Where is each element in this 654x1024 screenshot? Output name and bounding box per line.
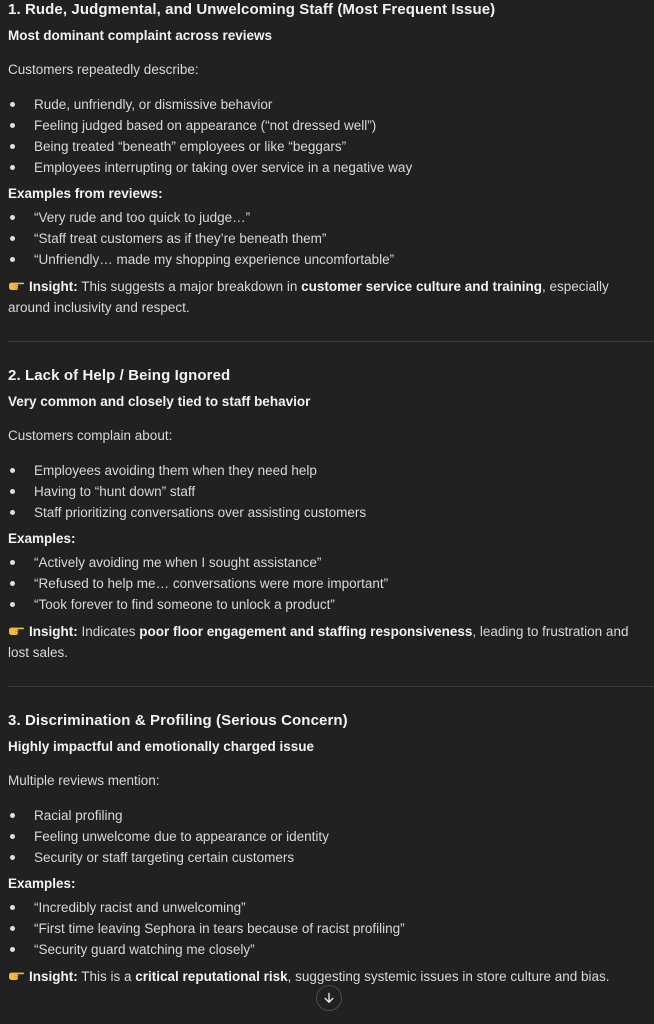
insight-emphasis: poor floor engagement and staffing responsiveness [139, 624, 473, 639]
section-intro: Customers repeatedly describe: [8, 62, 199, 77]
complaint-item: Having to “hunt down” staff [8, 481, 654, 502]
section-title: 1. Rude, Judgmental, and Unwelcoming Staff (Most Frequent Issue) [8, 1, 496, 18]
complaint-item: Feeling unwelcome due to appearance or identity [8, 826, 654, 847]
insight-paragraph [8, 276, 654, 318]
complaint-item: Feeling judged based on appearance (“not dressed well”) [8, 115, 654, 136]
insight-label: Insight: [29, 279, 78, 294]
section-subtitle: Most dominant complaint across reviews [8, 28, 273, 43]
examples-heading: Examples: [8, 531, 76, 546]
issue-section [8, 0, 654, 318]
examples-heading: Examples: [8, 876, 76, 891]
pointing-hand-icon [8, 280, 25, 292]
complaint-item: Staff prioritizing conversations over assisting customers [8, 502, 654, 523]
section-subtitle: Highly impactful and emotionally charged issue [8, 739, 315, 754]
complaint-item: Employees interrupting or taking over service in a negative way [8, 157, 654, 178]
insight-label: Insight: [29, 624, 78, 639]
section-intro: Multiple reviews mention: [8, 773, 160, 788]
pointing-hand-icon [8, 625, 25, 637]
complaint-item: Racial profiling [8, 805, 654, 826]
complaint-list [8, 805, 654, 868]
complaint-item: Rude, unfriendly, or dismissive behavior [8, 94, 654, 115]
section-intro: Customers complain about: [8, 428, 173, 443]
section-title: 3. Discrimination & Profiling (Serious Concern) [8, 712, 348, 729]
example-quote: “Security guard watching me closely” [8, 939, 654, 960]
complaint-item: Employees avoiding them when they need help [8, 460, 654, 481]
example-quote: “Very rude and too quick to judge…” [8, 207, 654, 228]
insight-paragraph [8, 621, 654, 663]
insight-paragraph [8, 966, 654, 987]
section-title: 2. Lack of Help / Being Ignored [8, 367, 231, 384]
example-quote: “First time leaving Sephora in tears because of racist profiling” [8, 918, 654, 939]
complaint-list [8, 94, 654, 178]
complaint-list [8, 460, 654, 523]
example-quote: “Refused to help me… conversations were more important” [8, 573, 654, 594]
complaint-item: Being treated “beneath” employees or like “beggars” [8, 136, 654, 157]
insight-emphasis: customer service culture and training [301, 279, 542, 294]
example-quote: “Unfriendly… made my shopping experience uncomfortable” [8, 249, 654, 270]
insight-text-before: This is a [77, 969, 136, 984]
example-quote: “Incredibly racist and unwelcoming” [8, 897, 654, 918]
section-divider [8, 686, 654, 687]
examples-list [8, 207, 654, 270]
issue-section [8, 711, 654, 987]
example-quote: “Staff treat customers as if they’re beneath them” [8, 228, 654, 249]
arrow-down-icon [323, 992, 335, 1004]
section-divider [8, 341, 654, 342]
examples-heading: Examples from reviews: [8, 186, 163, 201]
insight-text-after: , leading to frustration and lost sales. [8, 624, 629, 660]
insight-text-before: Indicates [77, 624, 140, 639]
examples-list [8, 897, 654, 960]
issue-section [8, 366, 654, 663]
chat-response [8, 0, 654, 987]
insight-label: Insight: [29, 969, 78, 984]
insight-emphasis: critical reputational risk [135, 969, 288, 984]
insight-text-after: , especially around inclusivity and respect. [8, 279, 609, 315]
section-subtitle: Very common and closely tied to staff behavior [8, 394, 311, 409]
insight-text-after: , suggesting systemic issues in store culture and bias. [287, 969, 610, 984]
example-quote: “Actively avoiding me when I sought assistance” [8, 552, 654, 573]
examples-list [8, 552, 654, 615]
pointing-hand-icon [8, 970, 25, 982]
example-quote: “Took forever to find someone to unlock a product” [8, 594, 654, 615]
insight-text-before: This suggests a major breakdown in [77, 279, 302, 294]
complaint-item: Security or staff targeting certain customers [8, 847, 654, 868]
scroll-to-bottom-button[interactable] [316, 985, 342, 1011]
